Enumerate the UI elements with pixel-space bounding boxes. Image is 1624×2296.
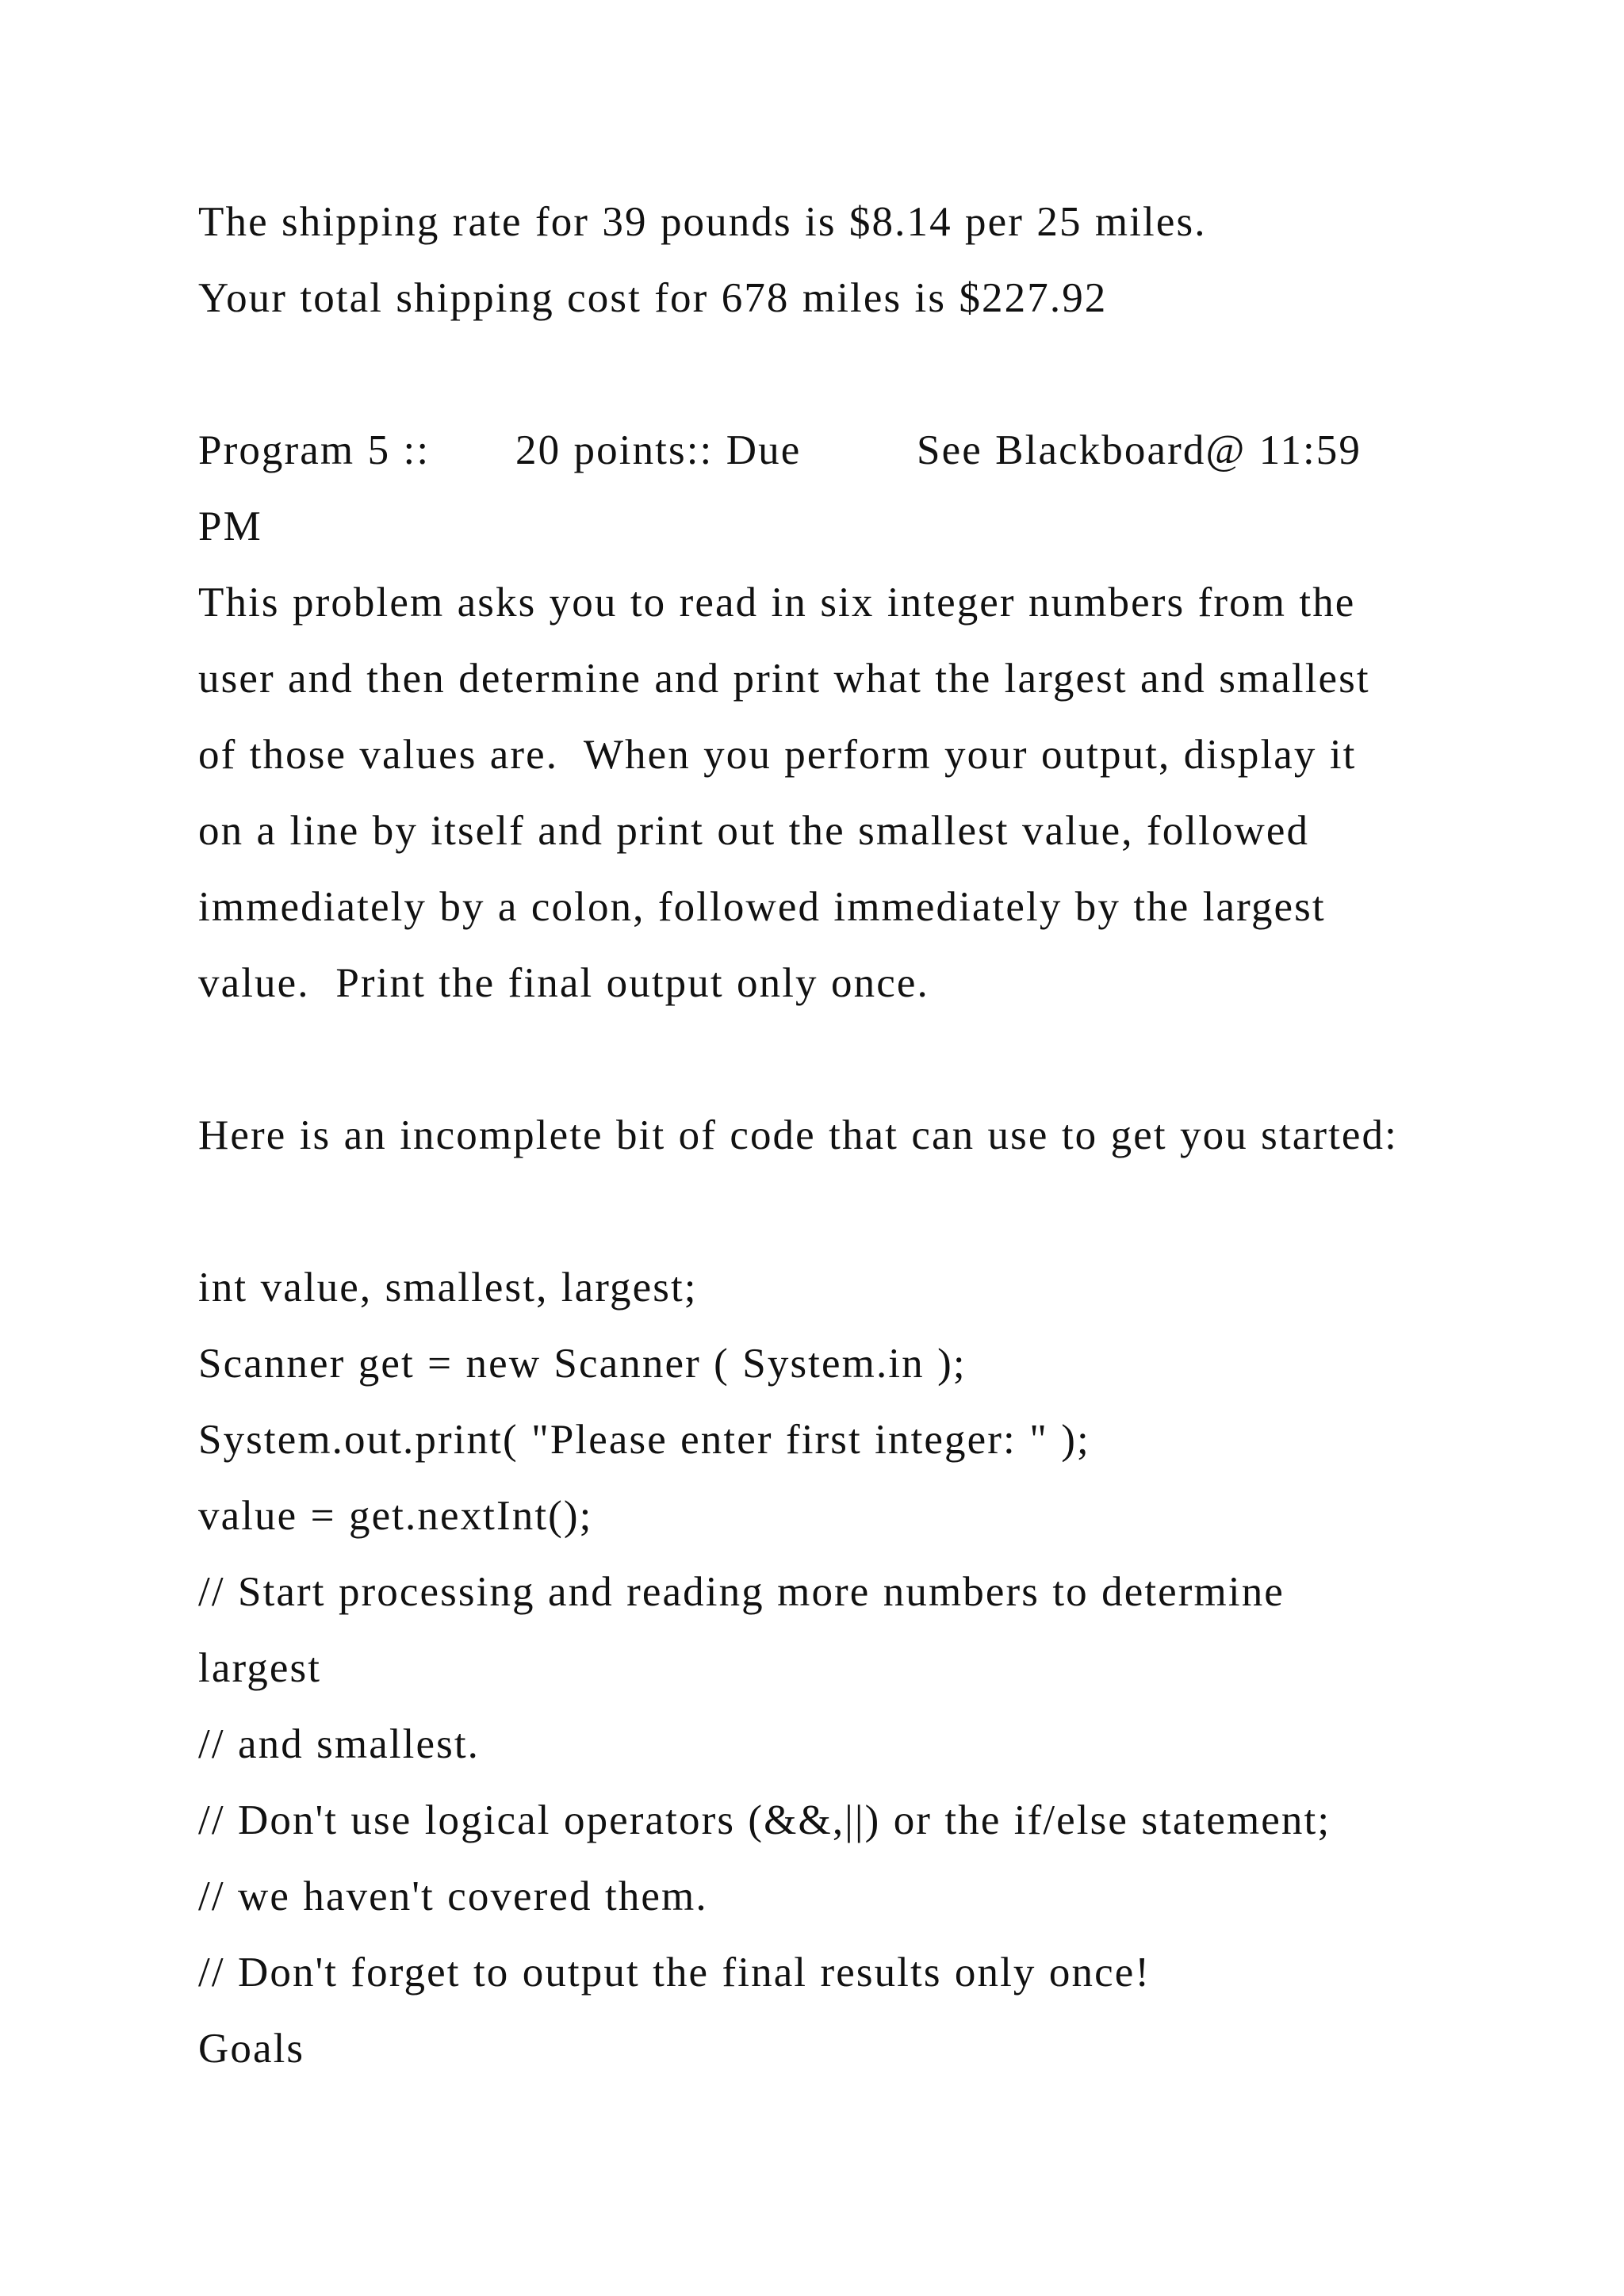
- shipping-total-line: Your total shipping cost for 678 miles is $227.92: [198, 275, 1108, 321]
- program-points: 20 points:: Due: [515, 427, 802, 473]
- code-line: // we haven't covered them.: [198, 1873, 708, 1919]
- code-line: System.out.print( "Please enter first integer: " );: [198, 1417, 1090, 1463]
- blank-line: [198, 1173, 1594, 1249]
- code-line: // Start processing and reading more numbers to determine: [198, 1569, 1285, 1615]
- code-line: int value, smallest, largest;: [198, 1265, 698, 1311]
- description-line: value. Print the final output only once.: [198, 960, 929, 1006]
- code-line: // and smallest.: [198, 1721, 481, 1767]
- program-due: See Blackboard@ 11:59: [917, 427, 1362, 473]
- description-line: This problem asks you to read in six integer numbers from the: [198, 580, 1356, 626]
- code-intro: Here is an incomplete bit of code that can use to get you started:: [198, 1112, 1398, 1158]
- goals-heading: Goals: [198, 2026, 305, 2072]
- program-due-continued: PM: [198, 503, 262, 549]
- description-line: of those values are. When you perform your output, display it: [198, 732, 1357, 778]
- blank-line: [198, 1021, 1594, 1097]
- program-title: Program 5 ::: [198, 427, 431, 473]
- program-heading: [198, 412, 1594, 488]
- code-line: Scanner get = new Scanner ( System.in );: [198, 1341, 967, 1387]
- description-line: user and then determine and print what the largest and smallest: [198, 656, 1370, 702]
- code-line: // Don't forget to output the final results only once!: [198, 1950, 1151, 1996]
- code-line: // Don't use logical operators (&&,||) or the if/else statement;: [198, 1797, 1331, 1843]
- code-line: value = get.nextInt();: [198, 1493, 593, 1539]
- code-line: largest: [198, 1645, 322, 1691]
- description-line: on a line by itself and print out the smallest value, followed: [198, 808, 1310, 854]
- shipping-rate-line: The shipping rate for 39 pounds is $8.14 per 25 miles.: [198, 199, 1207, 245]
- document-page: [198, 184, 1594, 2087]
- blank-line: [198, 336, 1594, 412]
- description-line: immediately by a colon, followed immediately by the largest: [198, 884, 1326, 930]
